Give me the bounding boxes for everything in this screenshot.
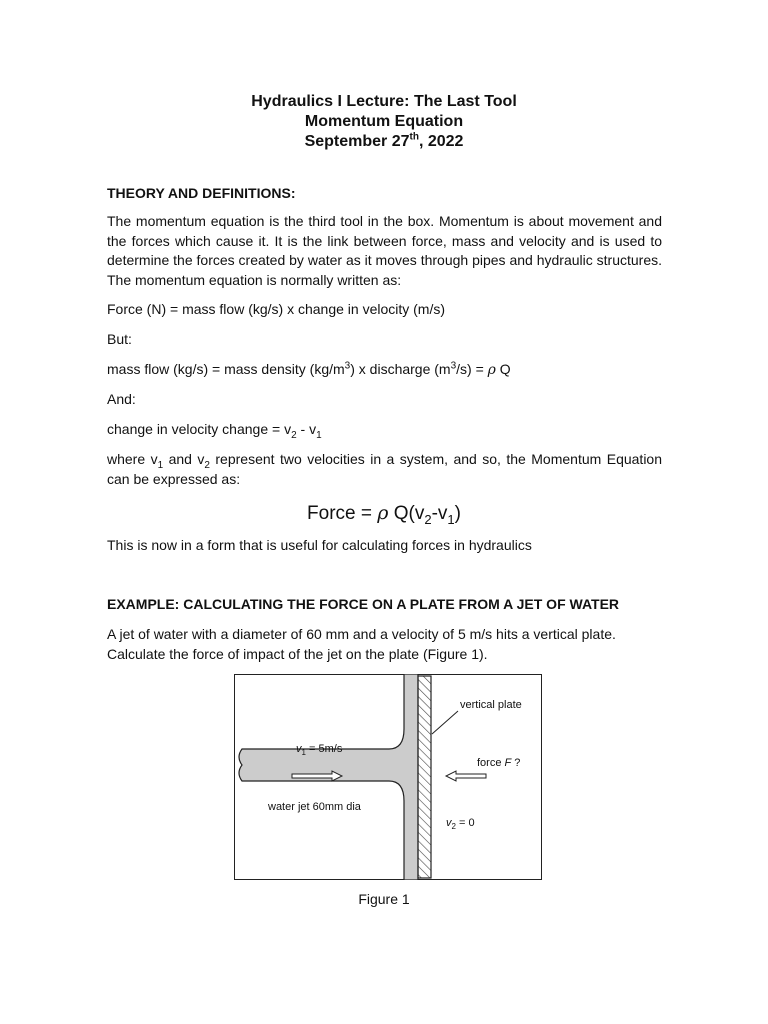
where-paragraph: where $v_1$ and $v_2$ represent two velocities in a system, and so, the Momentum Equation can be expressed as: [107, 451, 662, 487]
but-label: But: [107, 331, 132, 347]
momentum-equation: Force = ρ $Q(v_2-v_1)$ [307, 502, 461, 527]
title-line-2: Momentum Equation [304, 113, 464, 130]
rho-symbol: ρ [487, 362, 496, 378]
mass-flow-definition: mass flow (kg/s) = mass density $(kg/m^3)$ x discharge $(m^3/s) = \rho$ Q [107, 360, 511, 378]
after-equation-text: This is now in a form that is useful for calculating forces in hydraulics [107, 537, 532, 553]
jet-on-plate-figure [234, 674, 542, 880]
label-vertical-plate: vertical plate [460, 699, 522, 711]
example-heading: EXAMPLE: CALCULATING THE FORCE ON A PLATE FROM A JET OF WATER [107, 596, 620, 612]
and-label: And: [107, 391, 136, 407]
force-definition: Force (N) = mass flow (kg/s) x change in velocity (m/s) [107, 301, 446, 317]
title-line-1: Hydraulics I Lecture: The Last Tool [251, 93, 517, 110]
velocity-change-definition: change in velocity change = $v_2 - v_1$ [107, 421, 322, 441]
figure-caption: Figure 1 [358, 891, 410, 907]
theory-heading: THEORY AND DEFINITIONS: [107, 185, 296, 201]
label-v1: $v_1 = 5m/s$ [296, 743, 343, 757]
label-force: force F ? [477, 757, 521, 769]
title-date: September 27th, 2022 [304, 131, 464, 150]
label-v2: $v_2 = 0$ [446, 817, 475, 831]
title-block [0, 92, 768, 152]
theory-paragraph: The momentum equation is the third tool in the box. Momentum is about movement and the forces which cause it. It is the link between force, mass and velocity and is used to determine the forces created by water as it moves through pipes and hydraulic structures. The momentum equation is normally written as: [107, 213, 662, 288]
example-paragraph: A jet of water with a diameter of 60 mm and a velocity of 5 m/s hits a vertical plate. Calculate the force of impact of the jet on the plate (Figure 1). [107, 626, 616, 662]
label-water-jet: water jet 60mm dia [268, 801, 361, 813]
vertical-plate [418, 676, 431, 878]
rho-symbol: ρ [377, 502, 389, 524]
